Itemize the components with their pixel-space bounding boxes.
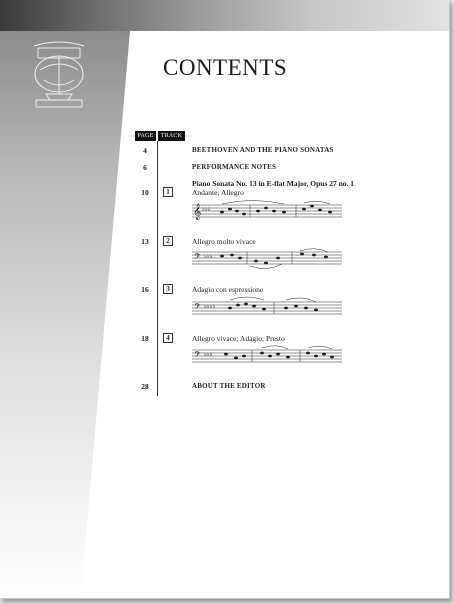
track-column-header: TRACK xyxy=(158,131,185,141)
page-number: 6 xyxy=(143,163,147,172)
page-column-header: PAGE xyxy=(135,131,156,141)
crest-emblem-icon xyxy=(24,36,94,112)
entry-subtitle: Andante; Allegro xyxy=(192,188,244,197)
entry-title[interactable]: Allegro vivace; Adagio; Presto xyxy=(192,334,285,343)
track-number: 2 xyxy=(163,236,173,246)
left-gradient-sweep xyxy=(0,31,130,598)
svg-text:♭♭♭♭: ♭♭♭♭ xyxy=(204,304,216,310)
page-number: 13 xyxy=(141,237,149,246)
entry-title[interactable]: Allegro molto vivace xyxy=(192,237,256,246)
svg-text:♭♭♭: ♭♭♭ xyxy=(204,254,213,260)
music-excerpt-4 xyxy=(192,344,342,368)
svg-text:𝄢: 𝄢 xyxy=(194,253,201,264)
page-number: 28 xyxy=(141,382,149,391)
svg-text:♭♭♭: ♭♭♭ xyxy=(202,207,211,213)
entry-title[interactable]: ABOUT THE EDITOR xyxy=(192,382,266,390)
entry-title[interactable]: Adagio con espressione xyxy=(192,285,264,294)
page-number: 4 xyxy=(143,146,147,155)
music-excerpt-2 xyxy=(192,246,342,270)
track-number: 4 xyxy=(163,333,173,343)
page-number: 10 xyxy=(141,188,149,197)
page-number: 18 xyxy=(141,334,149,343)
page-title: CONTENTS xyxy=(163,55,288,80)
entry-title[interactable]: BEETHOVEN AND THE PIANO SONATAS xyxy=(192,146,334,154)
entry-title[interactable]: Piano Sonata No. 13 in E-flat Major, Opus 27 no. 1 xyxy=(192,179,355,188)
page-number: 16 xyxy=(141,285,149,294)
music-excerpt-3 xyxy=(192,296,342,320)
svg-text:𝄢: 𝄢 xyxy=(194,351,201,362)
top-gradient-bar xyxy=(0,0,449,31)
svg-text:𝄞: 𝄞 xyxy=(193,205,202,220)
column-divider xyxy=(157,141,158,396)
track-number: 3 xyxy=(163,284,173,294)
track-number: 1 xyxy=(163,187,173,197)
entry-title[interactable]: PERFORMANCE NOTES xyxy=(192,163,277,171)
svg-text:𝄢: 𝄢 xyxy=(194,303,201,314)
svg-text:♭♭♭: ♭♭♭ xyxy=(204,352,213,358)
music-excerpt-1 xyxy=(192,199,342,223)
